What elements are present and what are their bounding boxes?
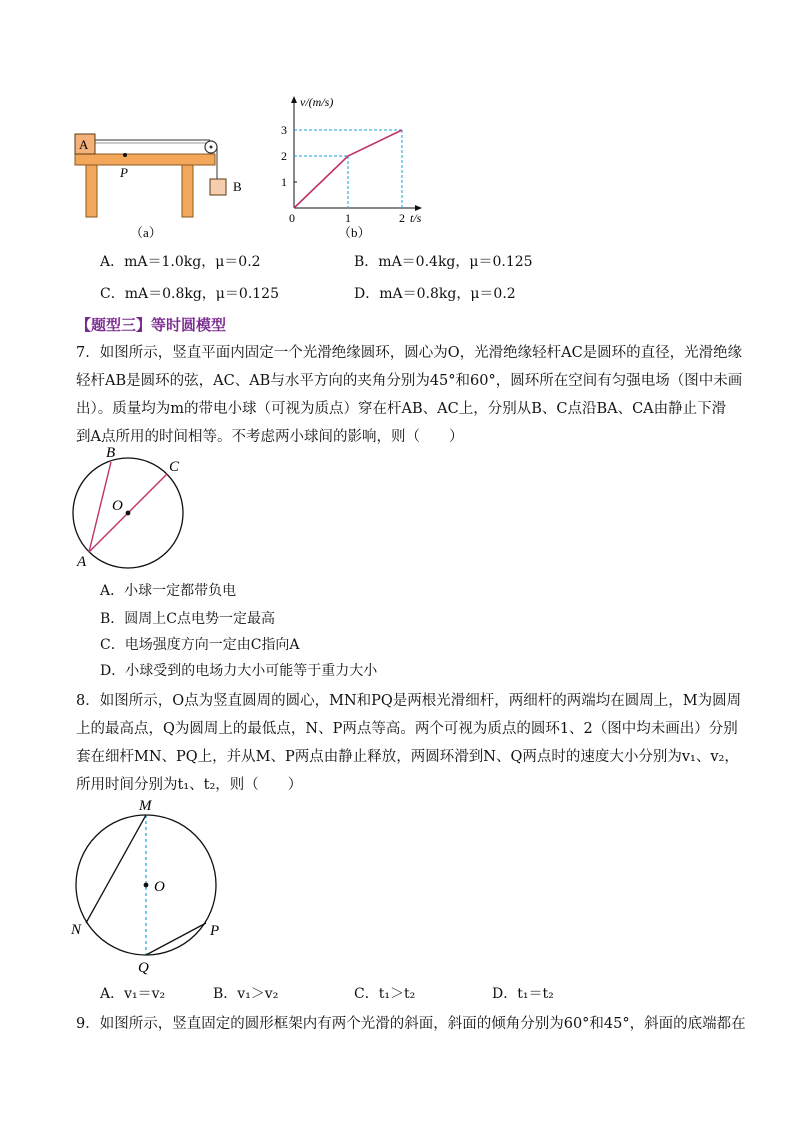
q7-option-d-text: D．小球受到的电场力大小可能等于重力大小 — [100, 663, 378, 679]
q8-label-m: M — [139, 798, 152, 814]
origin-label: 0 — [289, 211, 295, 225]
q8-label-n: N — [71, 922, 82, 938]
table-top — [75, 154, 215, 165]
table-leg-right — [182, 165, 193, 217]
q8-option-d-text: D．t₁＝t₂ — [492, 986, 554, 1002]
q8-label-o: O — [154, 879, 165, 895]
q8-option-a[interactable] — [100, 983, 165, 1005]
point-p-label: P — [120, 165, 128, 180]
q7-line: 出）。质量均为m的带电小球（可视为质点）穿在杆AB、AC上，分别从B、C点沿BA、CA由静止下滑 — [76, 401, 727, 417]
y-axis-label: v/(m/s) — [300, 95, 334, 109]
q6-option-b[interactable] — [354, 251, 533, 273]
q6-option-a-text: A．mA＝1.0kg，μ＝0.2 — [100, 254, 261, 270]
q7-option-b[interactable] — [100, 608, 275, 630]
block-a-label: A — [79, 137, 89, 152]
q8-option-b[interactable] — [213, 983, 278, 1005]
q7-option-c[interactable] — [100, 634, 300, 656]
block-b — [210, 179, 226, 195]
block-b-label: B — [233, 179, 242, 194]
q7-option-b-text: B．圆周上C点电势一定最高 — [100, 611, 275, 627]
q8-line: 8．如图所示，O点为竖直圆周的圆心，MN和PQ是两根光滑细杆，两细杆的两端均在圆周上，M为圆周 — [76, 693, 742, 709]
q7-line: 7．如图所示，竖直平面内固定一个光滑绝缘圆环，圆心为O，光滑绝缘轻杆AC是圆环的直径，光滑绝缘 — [76, 345, 743, 361]
q6-option-b-text: B．mA＝0.4kg，μ＝0.125 — [354, 254, 533, 270]
y-tick-label: 3 — [281, 123, 287, 137]
q7-option-a[interactable] — [100, 580, 236, 602]
q8-circle-diagram — [66, 796, 236, 978]
q6-option-a[interactable] — [100, 251, 261, 273]
q7-option-a-text: A．小球一定都带负电 — [100, 583, 237, 599]
q6-option-d[interactable] — [354, 283, 516, 305]
q7-circle-diagram — [66, 444, 196, 572]
q8-option-a-text: A．v₁＝v₂ — [100, 986, 166, 1002]
section-title: 【题型三】等时圆模型 — [76, 316, 227, 334]
q7-label-c: C — [169, 459, 180, 475]
q7-line: 轻杆AB是圆环的弦，AC、AB与水平方向的夹角分别为45°和60°，圆环所在空间有匀强电场（图中未画 — [76, 373, 743, 389]
q6-option-c-text: C．mA＝0.8kg，μ＝0.125 — [100, 286, 279, 302]
q7-stem — [76, 339, 743, 451]
q8-option-b-text: B．v₁＞v₂ — [213, 986, 279, 1002]
q8-line: 套在细杆MN、PQ上，并从M、P两点由静止释放，两圆环滑到N、Q两点时的速度大小分别为v₁、v₂， — [76, 749, 739, 765]
figure-a-table-diagram — [70, 125, 240, 240]
q6-option-d-text: D．mA＝0.8kg，μ＝0.2 — [354, 286, 516, 302]
q8-center-dot — [144, 883, 149, 888]
q9-stem — [76, 1010, 746, 1038]
q8-label-q: Q — [138, 960, 149, 976]
y-tick-label: 1 — [281, 175, 287, 189]
q8-line: 所用时间分别为t₁、t₂，则（ ） — [76, 777, 303, 793]
q7-label-a: A — [77, 554, 87, 570]
q8-rod-mn — [86, 815, 146, 923]
q7-option-c-text: C．电场强度方向一定由C指向A — [100, 637, 300, 653]
figure-a-caption: （a） — [130, 225, 162, 240]
x-tick-label: 2 — [399, 211, 405, 225]
q8-rod-pq — [146, 923, 206, 955]
figure-b-caption: （b） — [338, 225, 371, 240]
q7-line: 到A点所用的时间相等。不考虑两小球间的影响，则（ ） — [76, 429, 464, 445]
q8-option-c[interactable] — [354, 983, 415, 1005]
x-tick-label: 1 — [345, 211, 351, 225]
q8-label-p: P — [210, 923, 220, 939]
point-p — [123, 153, 127, 157]
figure-b-velocity-time-chart — [272, 92, 442, 242]
q7-center-dot — [126, 511, 131, 516]
q8-line: 上的最高点，Q为圆周上的最低点，N、P两点等高。两个可视为质点的圆环1、2（图中均未画出）分别 — [76, 721, 738, 737]
y-tick-label: 2 — [281, 149, 287, 163]
q8-stem — [76, 687, 742, 799]
table-leg-left — [86, 165, 97, 217]
q7-label-o: O — [112, 498, 123, 514]
q7-option-d[interactable] — [100, 660, 377, 682]
q9-line: 9．如图所示，竖直固定的圆形框架内有两个光滑的斜面，斜面的倾角分别为60°和45°，斜面的底端都在 — [76, 1016, 746, 1032]
q8-option-c-text: C．t₁＞t₂ — [354, 986, 416, 1002]
q8-option-d[interactable] — [492, 983, 554, 1005]
q6-option-c[interactable] — [100, 283, 279, 305]
x-axis-label: t/s — [410, 211, 422, 225]
q7-rod-ab — [89, 462, 111, 552]
q7-label-b: B — [106, 445, 116, 461]
